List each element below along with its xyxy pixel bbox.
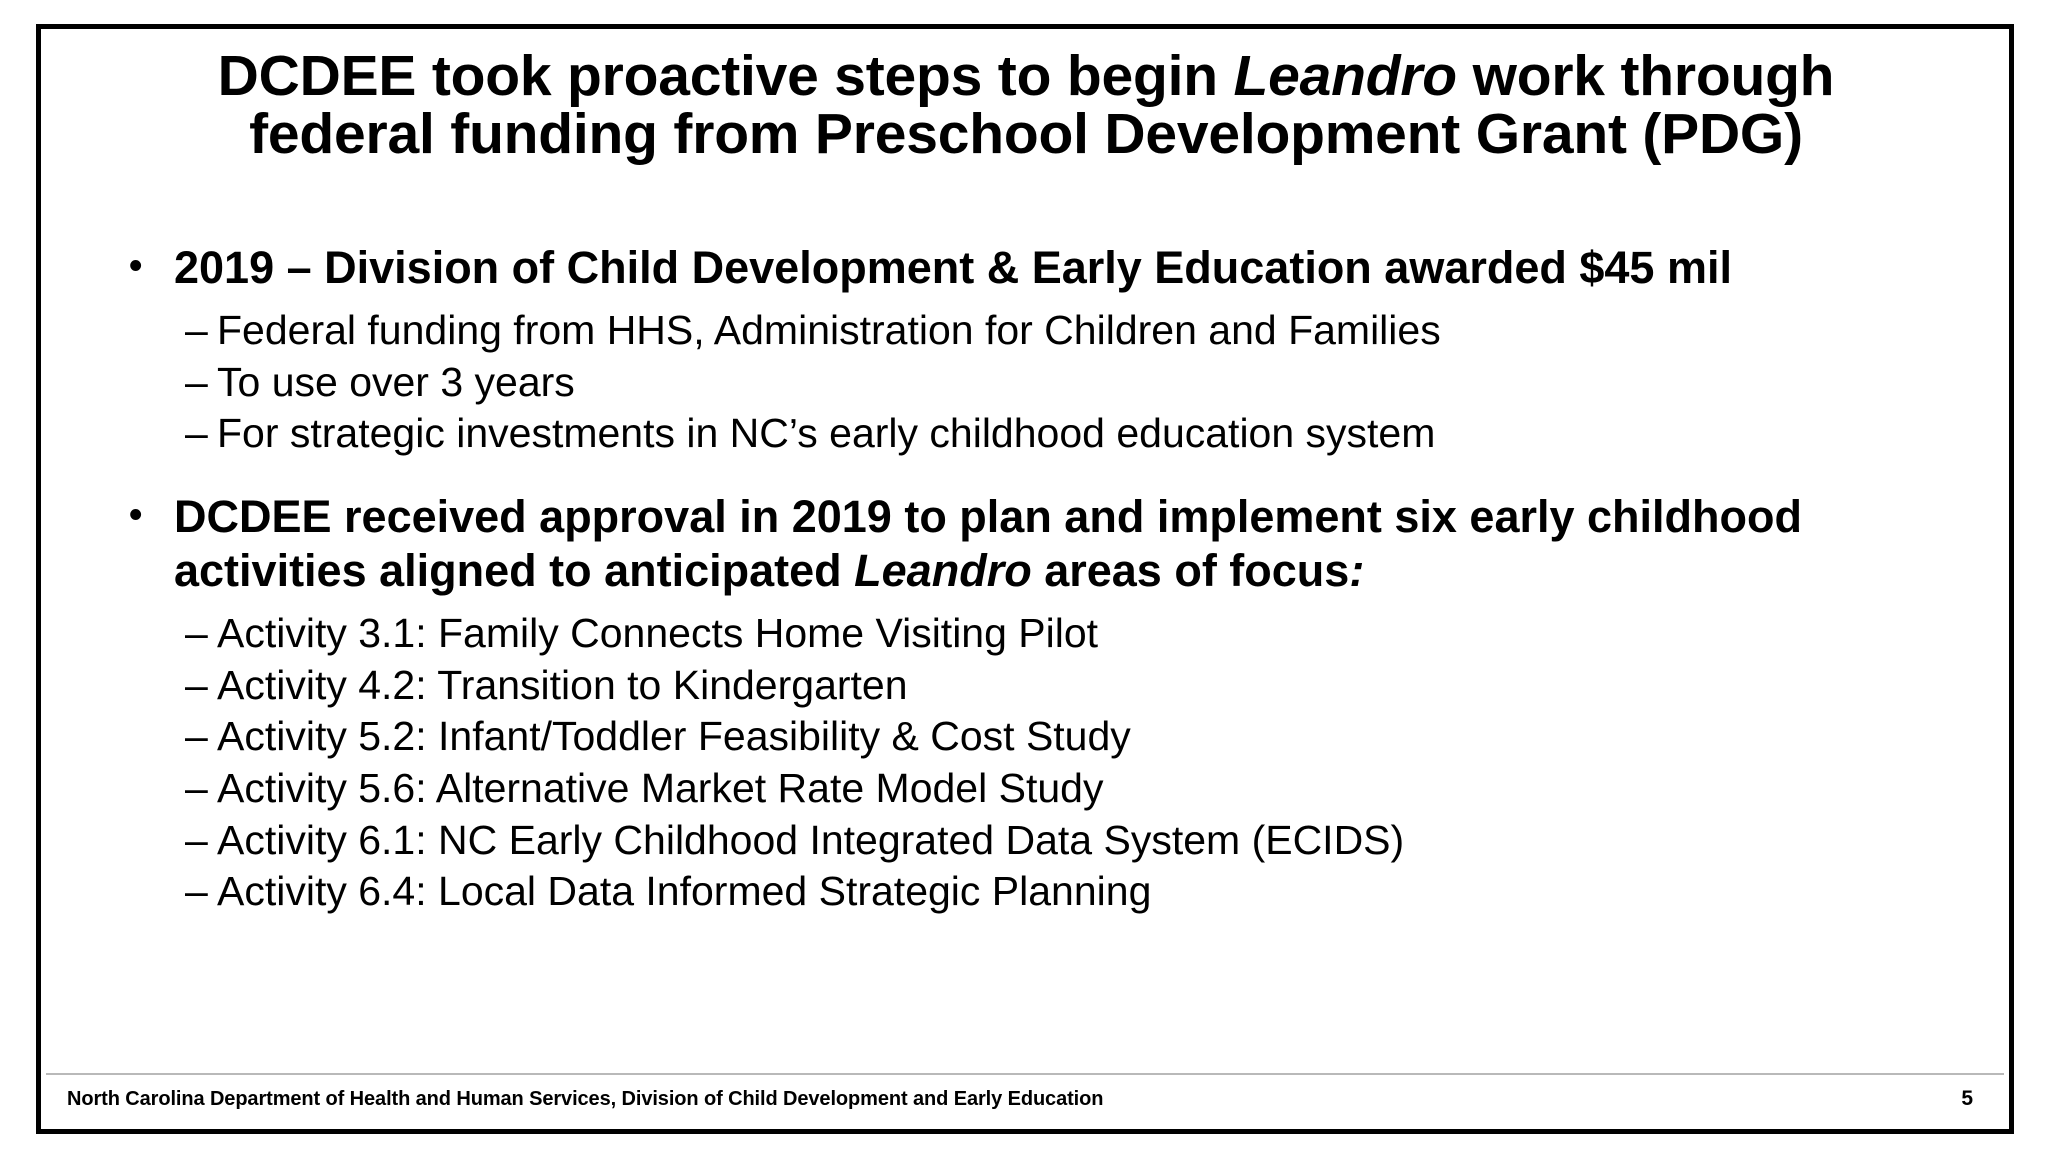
spacer <box>129 600 1979 608</box>
sub-bullet-text: To use over 3 years <box>217 358 575 405</box>
spacer <box>129 297 1979 305</box>
bullet-2-text <box>174 490 1979 598</box>
dash-marker-icon: – <box>185 661 208 708</box>
sub-bullet-text: Activity 5.6: Alternative Market Rate Model Study <box>217 764 1104 811</box>
sub-bullet-text: Activity 6.4: Local Data Informed Strategic Planning <box>217 868 1152 915</box>
sub-bullet-item <box>185 357 1979 409</box>
title-line-1-pre: DCDEE took proactive steps to begin <box>217 44 1234 108</box>
title-line-2: federal funding from Preschool Development Grant (PDG) <box>249 102 1803 167</box>
dash-marker-icon: – <box>185 816 208 863</box>
slide-body <box>129 241 1979 918</box>
sub-bullet-text: Activity 5.2: Infant/Toddler Feasibility & Cost Study <box>217 713 1131 760</box>
dash-marker-icon: – <box>185 764 208 811</box>
page-number: 5 <box>1961 1087 1973 1110</box>
title-line-1-post: work through <box>1456 44 1835 108</box>
bullet-item-2 <box>129 490 1979 598</box>
slide-footer <box>41 1077 2009 1121</box>
sub-bullet-text: For strategic investments in NC’s early childhood education system <box>217 410 1436 457</box>
sub-bullet-text: Activity 3.1: Family Connects Home Visiting Pilot <box>217 609 1099 656</box>
title-leandro-italic: Leandro <box>1233 44 1457 108</box>
dash-marker-icon: – <box>185 609 208 656</box>
bullet-1-text: 2019 – Division of Child Development & Early Education awarded $45 mil <box>174 242 1732 293</box>
dash-marker-icon: – <box>185 868 208 915</box>
bullet-marker-icon: • <box>129 245 143 287</box>
dash-marker-icon: – <box>185 307 208 353</box>
sub-bullet-item <box>185 763 1979 815</box>
sub-bullet-item <box>185 660 1979 712</box>
sub-bullet-text: Activity 6.1: NC Early Childhood Integrated Data System (ECIDS) <box>217 816 1405 863</box>
bullet-2-post: areas of focus <box>1031 544 1350 596</box>
sub-bullet-text: Federal funding from HHS, Administration for Children and Families <box>217 307 1441 353</box>
sub-bullet-item <box>185 866 1979 918</box>
sub-bullet-item <box>185 408 1979 460</box>
sub-bullet-item <box>185 711 1979 763</box>
footer-divider <box>46 1073 2004 1075</box>
spacer <box>129 460 1979 490</box>
title-line-1 <box>81 44 1971 108</box>
slide-title <box>81 44 1971 167</box>
footer-organization: North Carolina Department of Health and Human Services, Division of Child Development and Early Education <box>67 1087 1104 1110</box>
sub-bullet-item <box>185 815 1979 867</box>
bullet-marker-icon: • <box>129 493 143 536</box>
dash-marker-icon: – <box>185 410 208 457</box>
bullet-2-colon-italic: : <box>1349 544 1365 596</box>
sub-bullet-item <box>185 608 1979 660</box>
sub-bullet-item <box>185 305 1979 357</box>
bullet-2-leandro-italic: Leandro <box>854 544 1032 596</box>
sub-bullet-text: Activity 4.2: Transition to Kindergarten <box>217 661 908 708</box>
slide-frame <box>36 24 2014 1134</box>
bullet-2-pre: DCDEE received approval in 2019 to plan and implement six early childhood activities aligned to anticipated <box>174 490 1802 596</box>
dash-marker-icon: – <box>185 358 208 405</box>
dash-marker-icon: – <box>185 713 208 760</box>
bullet-item-1 <box>129 241 1979 295</box>
